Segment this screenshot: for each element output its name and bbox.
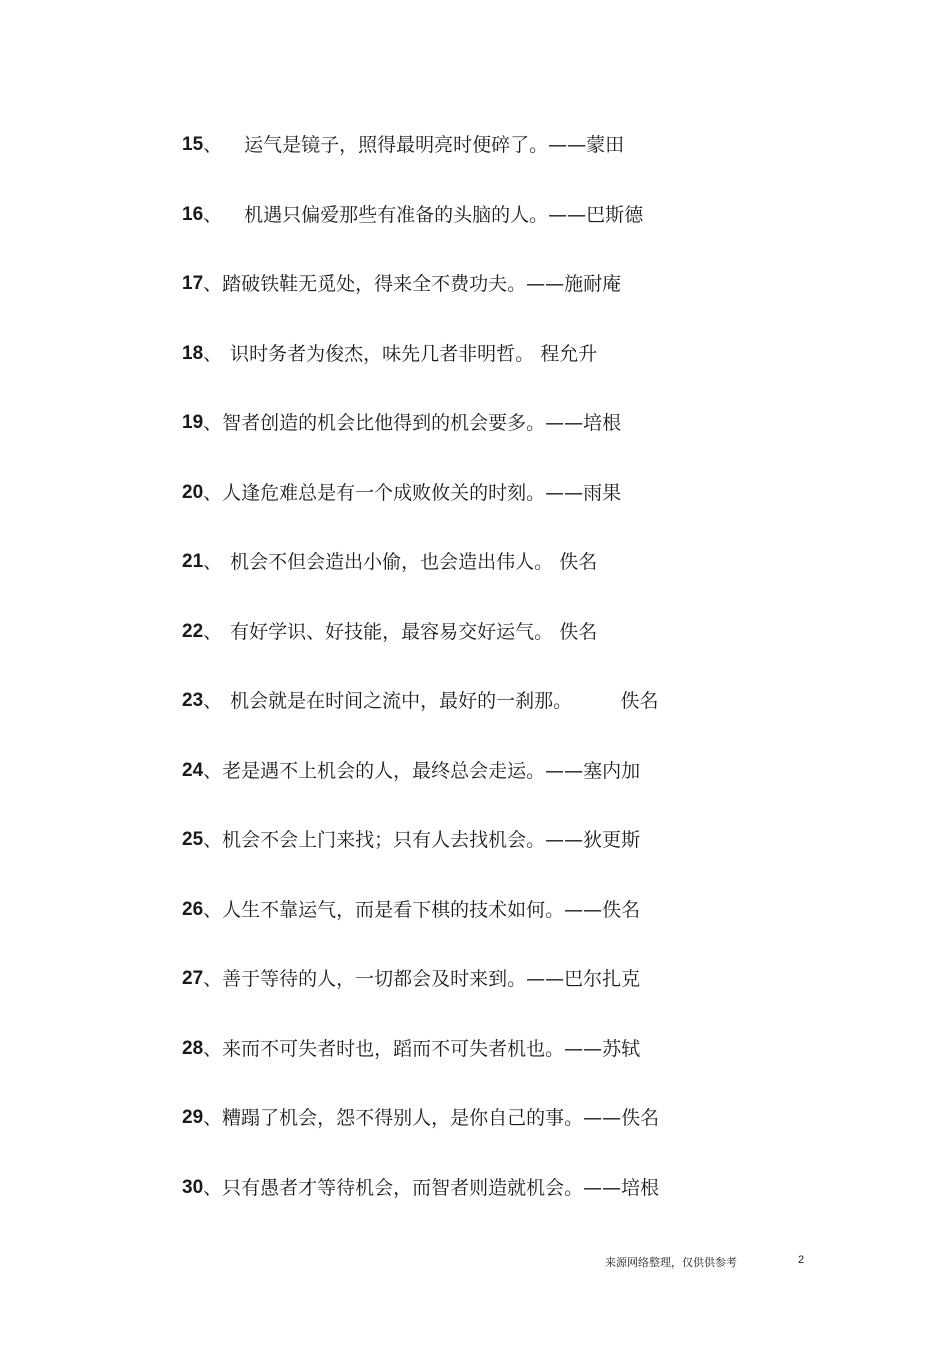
- quote-number: 20: [182, 481, 204, 503]
- quote-text: 糟蹋了机会，怨不得别人，是你自己的事。——佚名: [222, 1107, 660, 1129]
- quote-number: 26: [182, 898, 204, 920]
- quote-number: 23: [182, 690, 204, 711]
- quote-separator: 、: [203, 134, 223, 156]
- quote-text: 只有愚者才等待机会，而智者则造就机会。——培根: [222, 1176, 660, 1199]
- quote-number: 18: [182, 342, 204, 364]
- quote-text: 来而不可失者时也，蹈而不可失者机也。——苏轼: [222, 1037, 641, 1060]
- quote-number: 25: [182, 829, 204, 850]
- quote-text: 踏破铁鞋无觅处，得来全不费功夫。——施耐庵: [222, 273, 622, 295]
- quote-text: 人逢危难总是有一个成败攸关的时刻。——雨果: [222, 481, 622, 504]
- quote-separator: 、: [203, 829, 223, 851]
- quote-separator: 、: [203, 551, 223, 573]
- quote-item: [182, 474, 902, 544]
- quote-text: 机遇只偏爱那些有准备的头脑的人。——巴斯德: [244, 203, 644, 226]
- quote-number: 22: [182, 620, 204, 642]
- quote-number: 28: [182, 1037, 204, 1059]
- quote-text: 智者创造的机会比他得到的机会要多。——培根: [222, 412, 622, 434]
- quote-separator: 、: [203, 620, 223, 643]
- quote-text: 识时务者为俊杰，味先几者非明哲。 程允升: [230, 342, 598, 365]
- quote-text: 老是遇不上机会的人，最终总会走运。——塞内加: [222, 759, 641, 782]
- quote-text: 机会不会上门来找；只有人去找机会。——狄更斯: [222, 829, 641, 851]
- quote-separator: 、: [203, 1107, 223, 1129]
- quote-number: 16: [182, 203, 204, 225]
- quote-separator: 、: [203, 759, 223, 782]
- quote-item: [182, 543, 902, 613]
- quote-separator: 、: [203, 898, 223, 921]
- quote-number: 19: [182, 412, 204, 433]
- footer-note: 来源网络整理，仅供供参考: [605, 1256, 737, 1269]
- quote-item: [182, 960, 902, 1030]
- quote-text: 机会就是在时间之流中，最好的一刹那。 佚名: [230, 690, 659, 712]
- quote-separator: 、: [203, 968, 223, 990]
- quote-list: [182, 126, 902, 1238]
- quote-number: 30: [182, 1176, 204, 1198]
- quote-text: 人生不靠运气，而是看下棋的技术如何。——佚名: [222, 898, 641, 921]
- quote-item: [182, 752, 902, 822]
- quote-item: [182, 265, 902, 335]
- quote-item: [182, 335, 902, 405]
- quote-number: 15: [182, 134, 204, 155]
- quote-item: [182, 1030, 902, 1100]
- quote-separator: 、: [203, 481, 223, 504]
- quote-item: [182, 821, 902, 891]
- quote-number: 21: [182, 551, 204, 572]
- quote-item: [182, 891, 902, 961]
- quote-text: 机会不但会造出小偷，也会造出伟人。 佚名: [230, 551, 598, 573]
- quote-item: [182, 1099, 902, 1169]
- quote-item: [182, 682, 902, 752]
- quote-separator: 、: [203, 203, 223, 226]
- quote-item: [182, 126, 902, 196]
- quote-item: [182, 613, 902, 683]
- quote-separator: 、: [203, 1037, 223, 1060]
- quote-separator: 、: [203, 342, 223, 365]
- quote-item: [182, 1169, 902, 1239]
- quote-text: 运气是镜子，照得最明亮时便碎了。——蒙田: [244, 134, 625, 156]
- quote-number: 29: [182, 1107, 204, 1128]
- page-number: 2: [798, 1254, 805, 1266]
- quote-number: 27: [182, 968, 204, 989]
- quote-number: 24: [182, 759, 204, 781]
- quote-separator: 、: [203, 1176, 223, 1199]
- quote-item: [182, 404, 902, 474]
- quote-item: [182, 196, 902, 266]
- quote-text: 有好学识、好技能，最容易交好运气。 佚名: [230, 620, 598, 643]
- quote-number: 17: [182, 273, 204, 294]
- quote-separator: 、: [203, 412, 223, 434]
- quote-text: 善于等待的人，一切都会及时来到。——巴尔扎克: [222, 968, 641, 990]
- quote-separator: 、: [203, 690, 223, 712]
- quote-separator: 、: [203, 273, 223, 295]
